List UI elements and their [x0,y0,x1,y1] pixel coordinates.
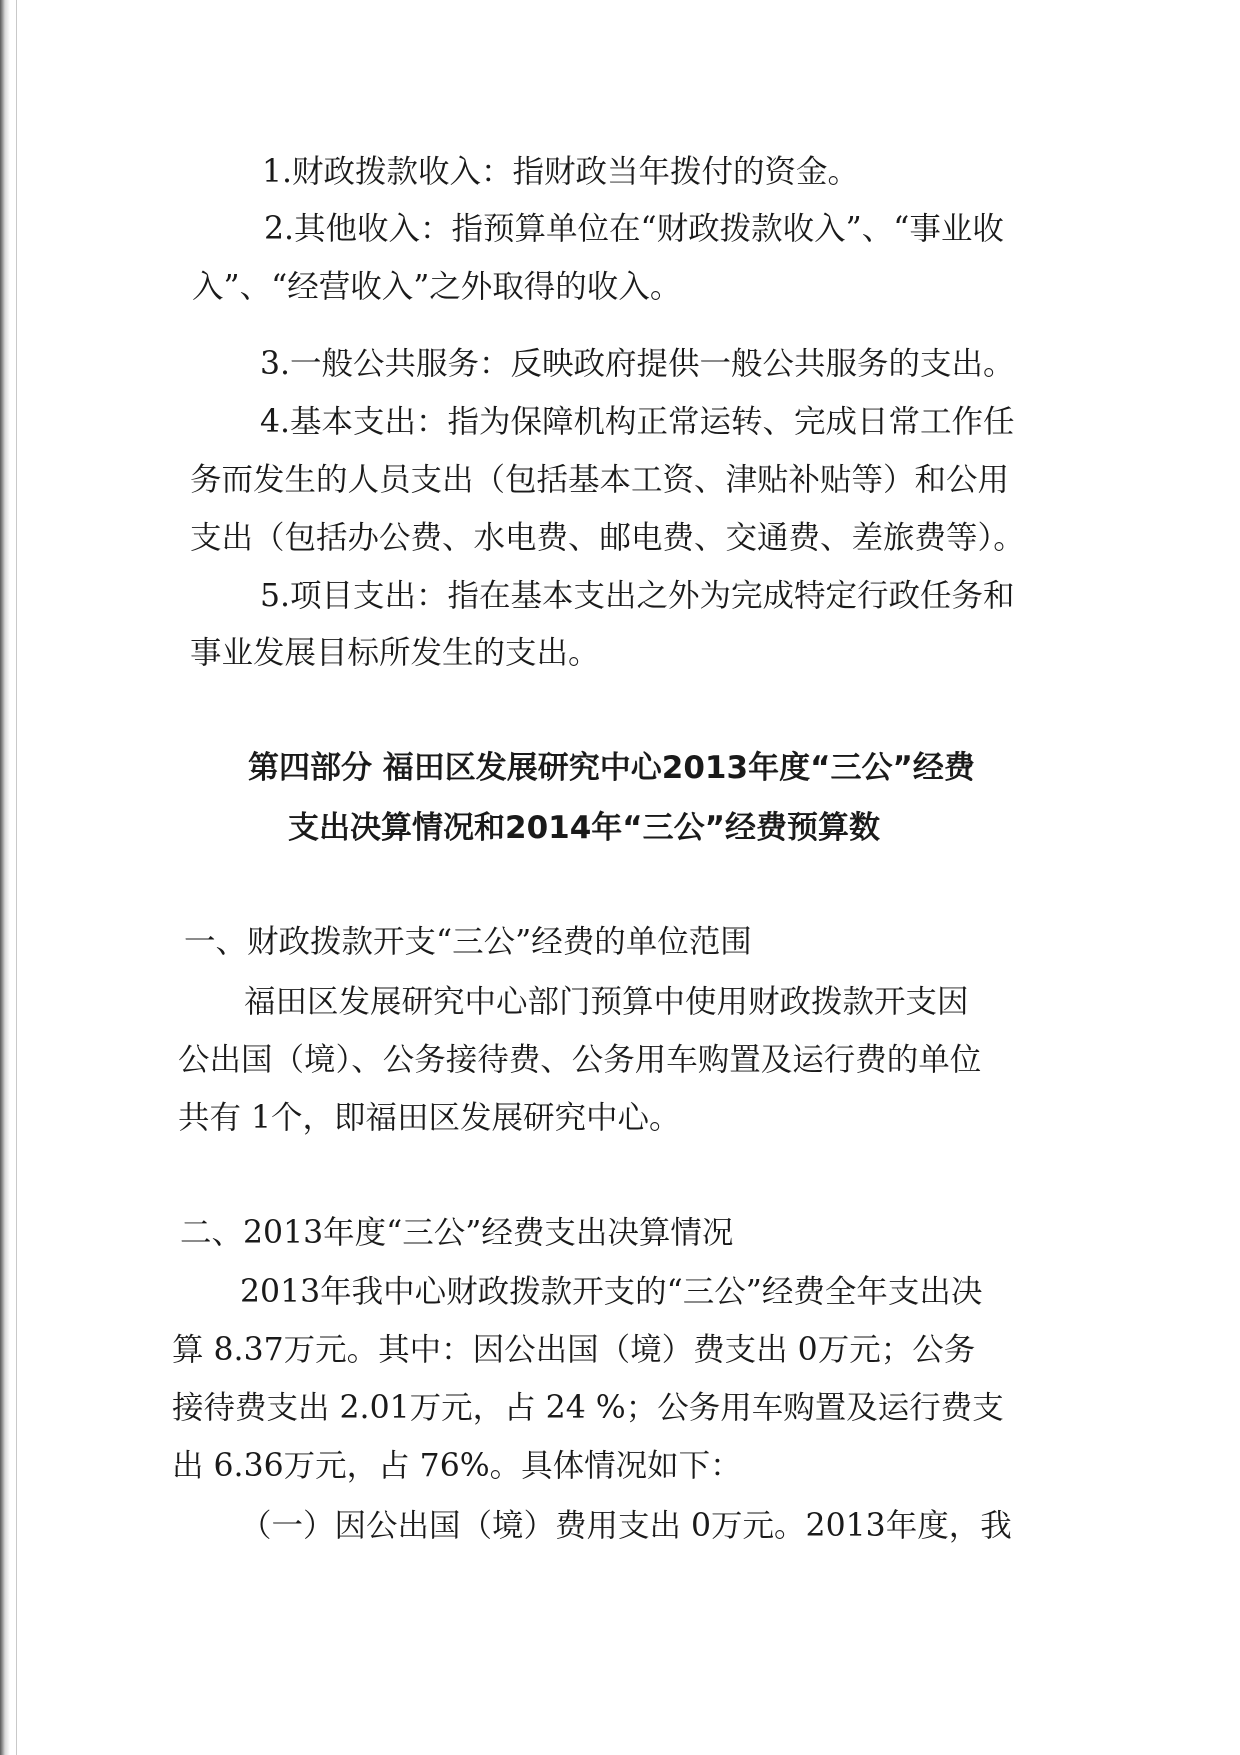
definition-5-line-2: 事业发展目标所发生的支出。 [190,635,600,671]
definition-2-line-1: 2.其他收入：指预算单位在“财政拨款收入”、“事业收 [264,211,1004,247]
section-1-line-2: 公出国（境）、公务接待费、公务用车购置及运行费的单位 [178,1042,982,1078]
definition-1-line-1: 1.财政拨款收入：指财政当年拨付的资金。 [262,154,860,190]
section-1-line-1: 福田区发展研究中心部门预算中使用财政拨款开支因 [244,984,969,1020]
section-2-line-3: 接待费支出 2.01万元，占 24 %；公务用车购置及运行费支 [172,1390,1004,1426]
section-2-line-1: 2013年我中心财政拨款开支的“三公”经费全年支出决 [240,1274,983,1310]
section-2-sub-item-1: （一）因公出国（境）费用支出 0万元。2013年度，我 [240,1508,1012,1544]
part-heading-line-2: 支出决算情况和2014年“三公”经费预算数 [288,810,881,846]
definition-5-line-1: 5.项目支出：指在基本支出之外为完成特定行政任务和 [260,578,1015,614]
scan-edge-shadow [0,0,10,1755]
definition-3-line-1: 3.一般公共服务：反映政府提供一般公共服务的支出。 [260,346,1015,382]
section-2-line-2: 算 8.37万元。其中：因公出国（境）费支出 0万元；公务 [172,1332,976,1368]
section-2-line-4: 出 6.36万元，占 76%。具体情况如下： [172,1448,742,1484]
part-heading-line-1: 第四部分 福田区发展研究中心2013年度“三公”经费 [248,750,975,786]
section-1-title: 一、财政拨款开支“三公”经费的单位范围 [184,924,752,960]
definition-4-line-2: 务而发生的人员支出（包括基本工资、津贴补贴等）和公用 [190,462,1010,498]
scan-fold-line [16,0,17,1755]
section-1-line-3: 共有 1个，即福田区发展研究中心。 [178,1100,681,1136]
definition-4-line-3: 支出（包括办公费、水电费、邮电费、交通费、差旅费等）。 [190,520,1025,556]
section-2-title: 二、2013年度“三公”经费支出决算情况 [180,1215,734,1251]
definition-4-line-1: 4.基本支出：指为保障机构正常运转、完成日常工作任 [260,404,1015,440]
definition-2-line-2: 入”、“经营收入”之外取得的收入。 [192,269,682,305]
